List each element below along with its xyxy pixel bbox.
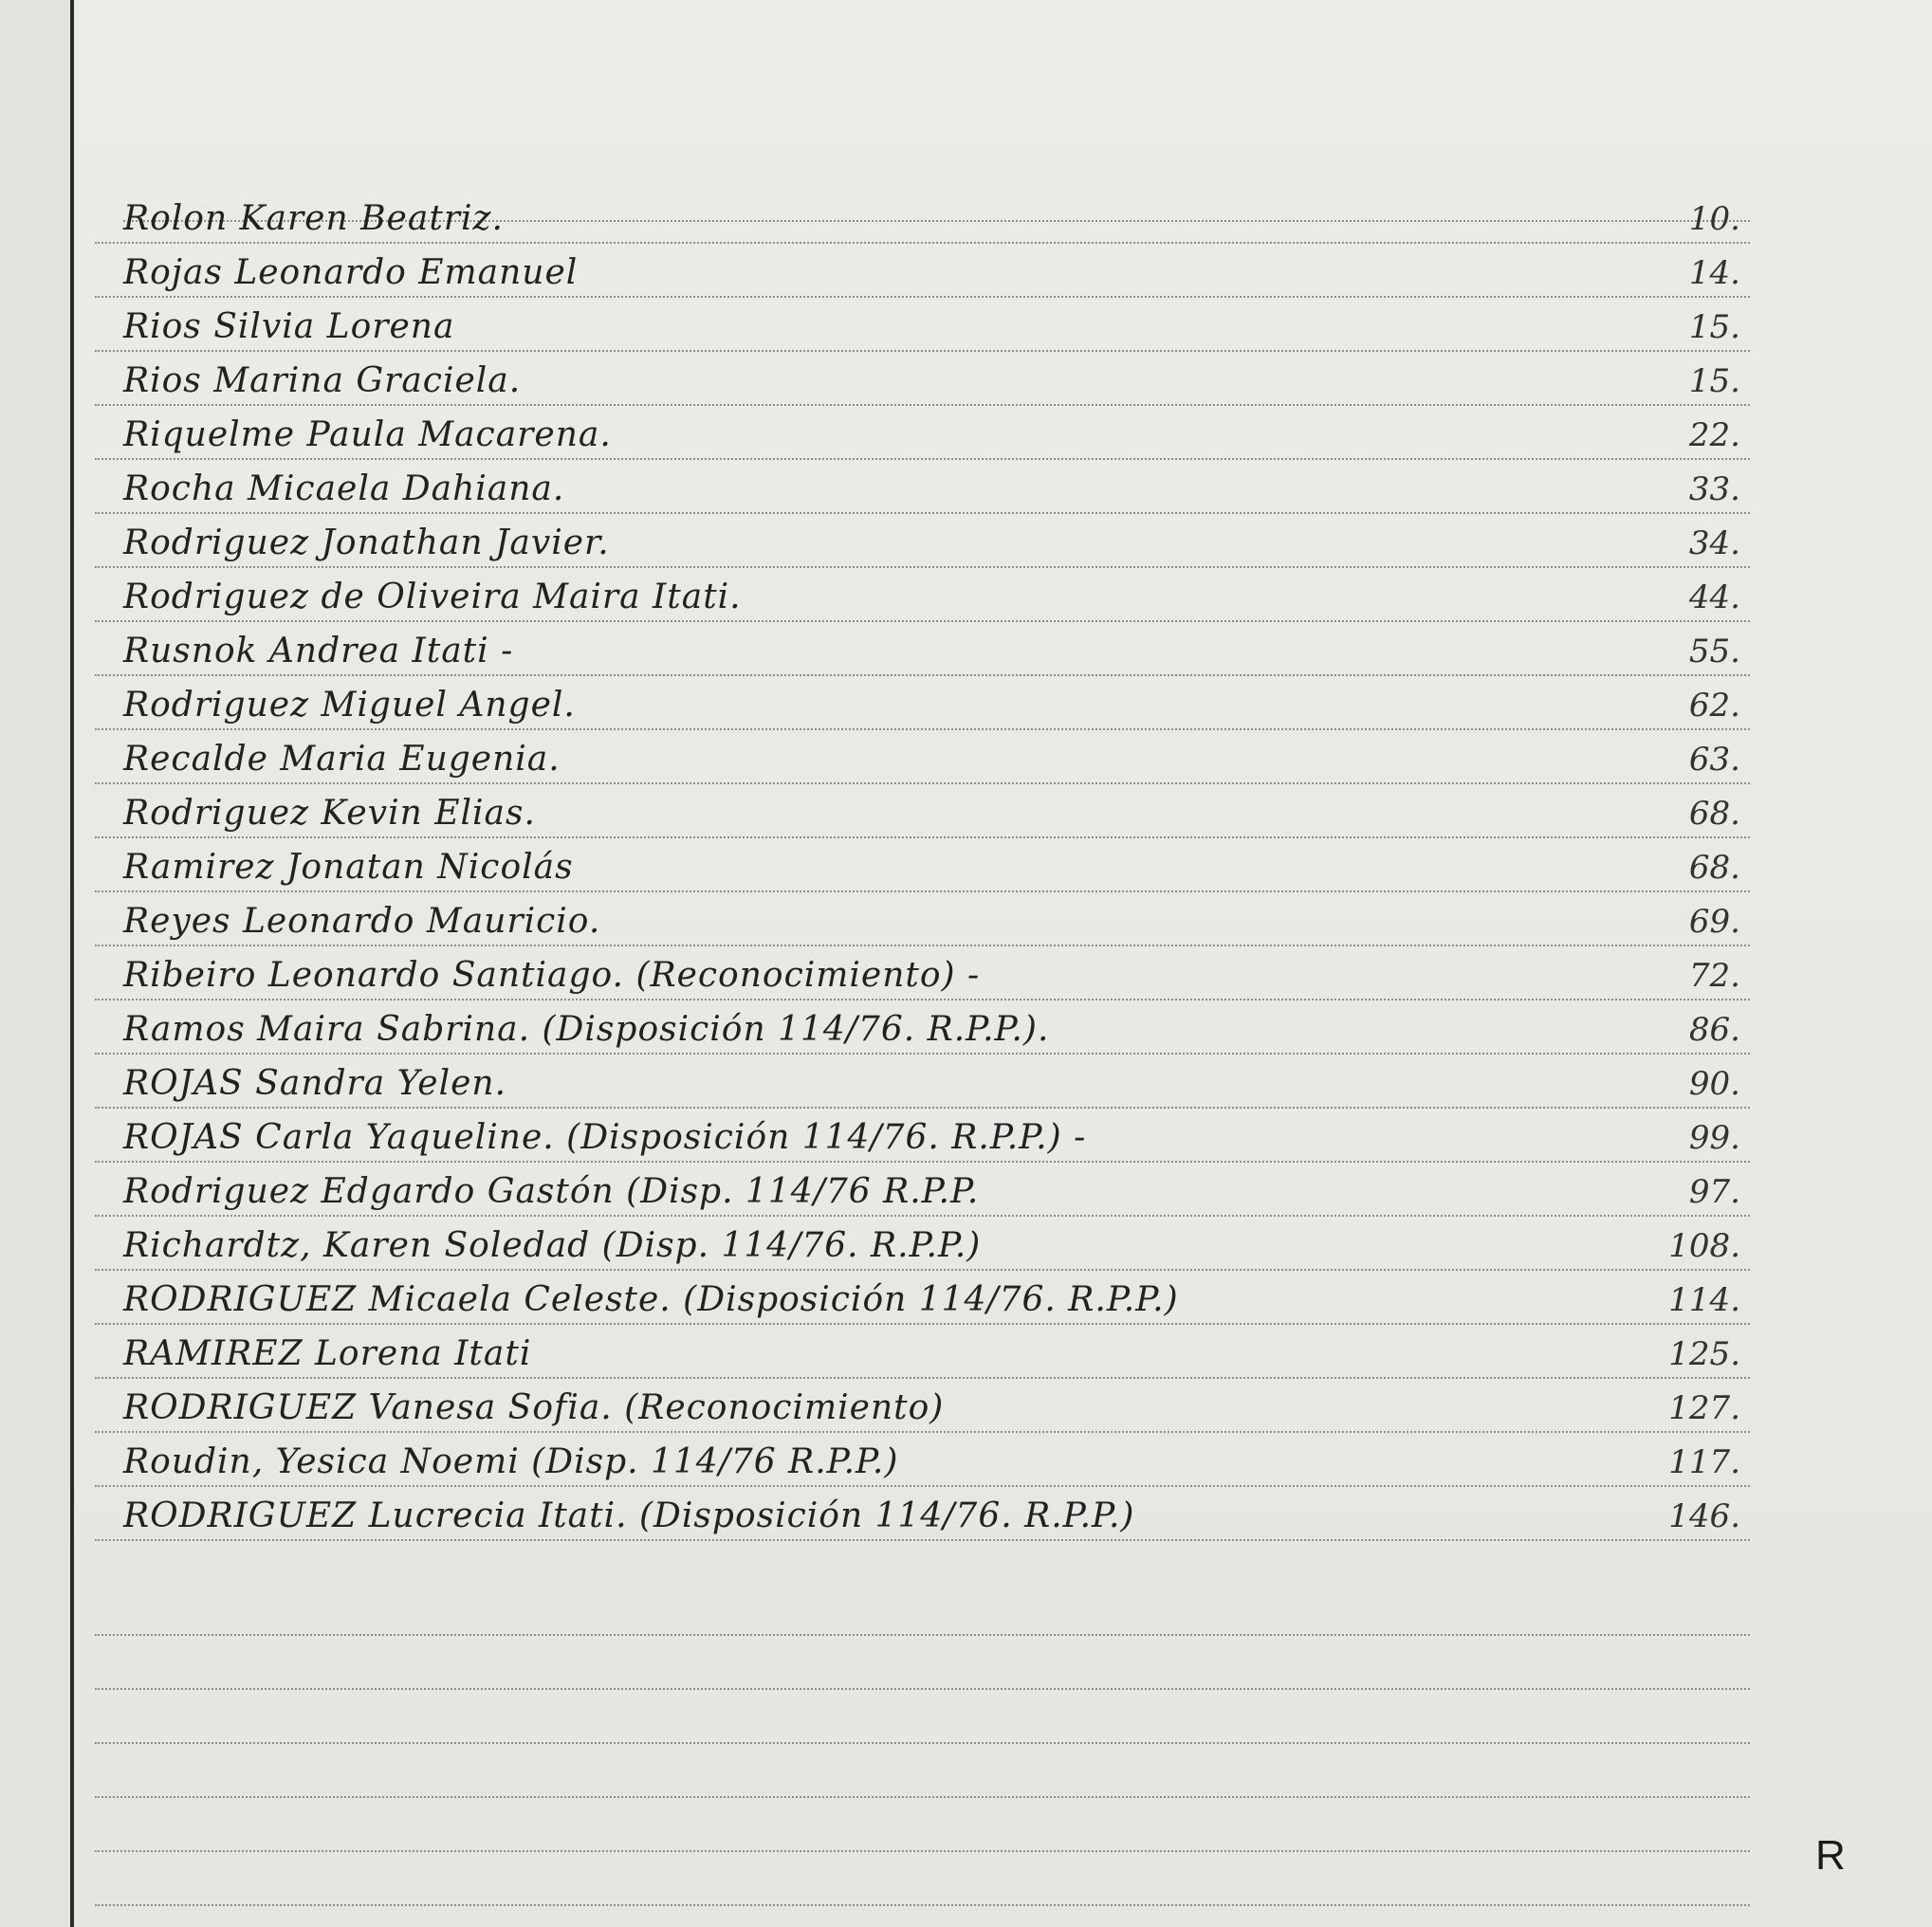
index-entry — [95, 1000, 1750, 1055]
section-letter: R — [1815, 1832, 1846, 1879]
index-entry — [95, 406, 1750, 460]
index-entry — [95, 244, 1750, 298]
index-entry — [95, 1055, 1750, 1109]
entry-name: RODRIGUEZ Lucrecia Itati. (Disposición 114/76. R.P.P.) — [123, 1496, 1135, 1535]
entry-name: Rodriguez de Oliveira Maira Itati. — [123, 578, 742, 616]
index-entry — [95, 1325, 1750, 1379]
entry-name: Rodriguez Kevin Elias. — [123, 794, 536, 833]
entry-name: RODRIGUEZ Micaela Celeste. (Disposición 114/76. R.P.P.) — [123, 1280, 1179, 1319]
entry-name: Riquelme Paula Macarena. — [123, 415, 612, 454]
index-list — [95, 190, 1750, 1541]
index-entry — [95, 1217, 1750, 1271]
index-entry — [95, 190, 1750, 244]
index-entry — [95, 298, 1750, 352]
entry-page-number: 99. — [1688, 1119, 1740, 1157]
entry-page-number: 86. — [1688, 1011, 1740, 1049]
index-entry — [95, 514, 1750, 568]
index-entry — [95, 1487, 1750, 1541]
index-entry — [95, 838, 1750, 892]
entry-page-number: 68. — [1688, 849, 1740, 887]
index-entry — [95, 946, 1750, 1000]
page-left-edge — [0, 0, 70, 1927]
entry-name: Roudin, Yesica Noemi (Disp. 114/76 R.P.P.) — [123, 1442, 899, 1481]
entry-name: Rodriguez Miguel Angel. — [123, 686, 576, 725]
entry-page-number: 33. — [1688, 470, 1740, 508]
blank-dotted-line — [95, 1690, 1750, 1744]
entry-page-number: 22. — [1688, 416, 1740, 454]
entry-page-number: 146. — [1668, 1497, 1740, 1535]
blank-dotted-line — [95, 1582, 1750, 1636]
entry-page-number: 14. — [1688, 254, 1740, 292]
margin-line — [70, 0, 74, 1927]
index-entry — [95, 1433, 1750, 1487]
blank-ruled-lines — [95, 1582, 1750, 1906]
entry-name: Ramos Maira Sabrina. (Disposición 114/76. R.P.P.). — [123, 1010, 1050, 1049]
entry-name: Rocha Micaela Dahiana. — [123, 469, 565, 508]
entry-name: Rolon Karen Beatriz. — [123, 199, 504, 238]
index-entry — [95, 460, 1750, 514]
index-entry — [95, 784, 1750, 838]
entry-page-number: 34. — [1688, 524, 1740, 562]
blank-dotted-line — [95, 1798, 1750, 1852]
index-entry — [95, 1379, 1750, 1433]
entry-name: RODRIGUEZ Vanesa Sofia. (Reconocimiento) — [123, 1388, 945, 1427]
index-entry — [95, 1271, 1750, 1325]
entry-name: Rodriguez Jonathan Javier. — [123, 523, 610, 562]
blank-dotted-line — [95, 1636, 1750, 1690]
index-entry — [95, 1109, 1750, 1163]
blank-dotted-line — [95, 1744, 1750, 1798]
entry-page-number: 62. — [1688, 687, 1740, 725]
entry-name: RAMIREZ Lorena Itati — [123, 1334, 532, 1373]
entry-name: Richardtz, Karen Soledad (Disp. 114/76. R.P.P.) — [123, 1226, 982, 1265]
entry-page-number: 125. — [1668, 1335, 1740, 1373]
entry-page-number: 90. — [1688, 1065, 1740, 1103]
entry-name: Ramirez Jonatan Nicolás — [123, 848, 574, 887]
index-entry — [95, 730, 1750, 784]
index-entry — [95, 622, 1750, 676]
entry-page-number: 108. — [1668, 1227, 1740, 1265]
entry-page-number: 15. — [1688, 362, 1740, 400]
index-entry — [95, 1163, 1750, 1217]
entry-name: Ribeiro Leonardo Santiago. (Reconocimiento) - — [123, 956, 981, 995]
entry-page-number: 117. — [1668, 1443, 1740, 1481]
entry-name: Rios Silvia Lorena — [123, 307, 455, 346]
entry-page-number: 69. — [1688, 903, 1740, 941]
entry-page-number: 68. — [1688, 795, 1740, 833]
entry-name: Rodriguez Edgardo Gastón (Disp. 114/76 R.P.P. — [123, 1172, 980, 1211]
index-entry — [95, 676, 1750, 730]
entry-name: ROJAS Sandra Yelen. — [123, 1064, 507, 1103]
entry-page-number: 63. — [1688, 741, 1740, 779]
entry-name: Rojas Leonardo Emanuel — [123, 253, 579, 292]
entry-page-number: 97. — [1688, 1173, 1740, 1211]
entry-page-number: 15. — [1688, 308, 1740, 346]
index-entry — [95, 352, 1750, 406]
entry-page-number: 10. — [1688, 200, 1740, 238]
entry-page-number: 114. — [1668, 1281, 1740, 1319]
entry-page-number: 55. — [1688, 633, 1740, 670]
entry-name: Reyes Leonardo Mauricio. — [123, 902, 601, 941]
entry-name: Rios Marina Graciela. — [123, 361, 522, 400]
entry-name: Rusnok Andrea Itati - — [123, 632, 514, 670]
entry-page-number: 72. — [1688, 957, 1740, 995]
entry-page-number: 44. — [1688, 578, 1740, 616]
index-entry — [95, 892, 1750, 946]
blank-dotted-line — [95, 1852, 1750, 1906]
index-entry — [95, 568, 1750, 622]
entry-name: Recalde Maria Eugenia. — [123, 740, 561, 779]
entry-page-number: 127. — [1668, 1389, 1740, 1427]
entry-name: ROJAS Carla Yaqueline. (Disposición 114/76. R.P.P.) - — [123, 1118, 1087, 1157]
